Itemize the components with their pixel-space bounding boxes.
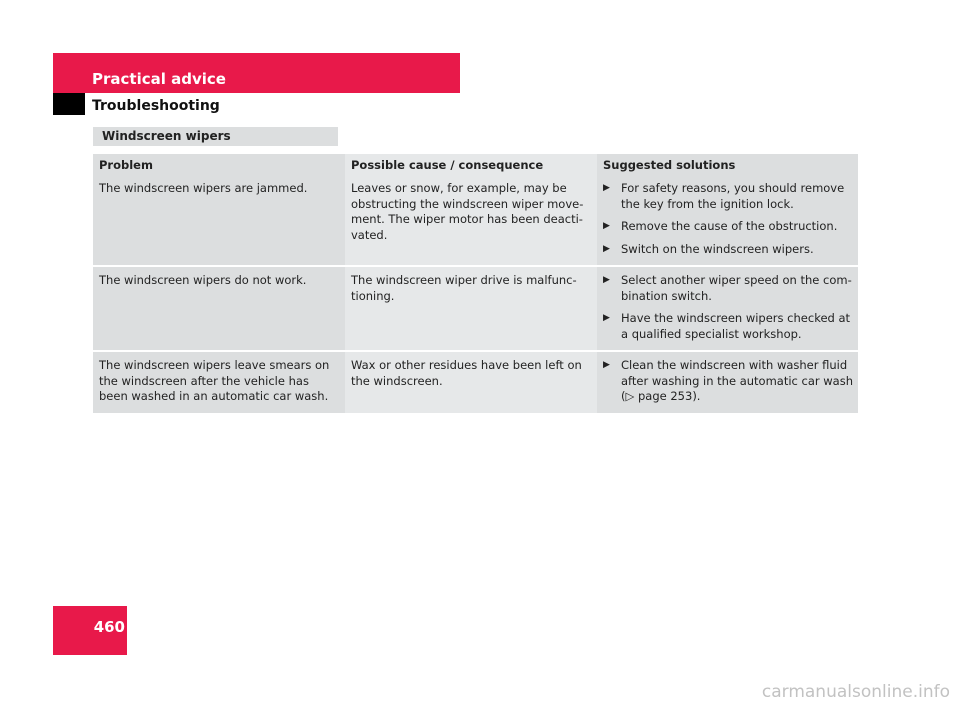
- solution-item: [603, 219, 853, 235]
- table-row: [93, 350, 858, 413]
- solution-list: [603, 181, 853, 257]
- column-header-solutions: Suggested solutions: [597, 154, 858, 175]
- subsection-title: Troubleshooting: [92, 98, 220, 114]
- solution-text: For safety reasons, you should remove the key from the ignition lock.: [621, 181, 845, 211]
- solution-text: Remove the cause of the obstruction.: [621, 219, 838, 233]
- cause-cell: Wax or other residues have been left on the windscreen.: [345, 350, 597, 413]
- solutions-cell: [597, 265, 858, 350]
- solution-item: [603, 181, 853, 212]
- triangle-arrow-right-icon: ▶: [603, 183, 610, 193]
- section-marker: [53, 93, 85, 115]
- column-header-problem: Problem: [93, 154, 345, 175]
- solution-list: [603, 358, 853, 405]
- triangle-arrow-right-icon: ▶: [603, 221, 610, 231]
- solution-text: Select another wiper speed on the com-bination switch.: [621, 273, 852, 303]
- section-title: Practical advice: [92, 70, 226, 88]
- solution-item: [603, 273, 853, 304]
- triangle-arrow-right-icon: ▶: [603, 360, 610, 370]
- solutions-cell: [597, 350, 858, 413]
- table-row: [93, 265, 858, 350]
- problem-cell: The windscreen wipers leave smears on the windscreen after the vehicle has been washed in an automatic car wash.: [93, 350, 345, 413]
- cause-cell: Leaves or snow, for example, may be obstructing the windscreen wiper move-ment. The wiper motor has been deacti-vated.: [345, 175, 597, 265]
- solution-text: Have the windscreen wipers checked at a qualified specialist workshop.: [621, 311, 851, 341]
- solution-item: [603, 358, 853, 405]
- watermark: carmanualsonline.info: [761, 682, 950, 702]
- solution-list: [603, 273, 853, 342]
- solutions-cell: [597, 175, 858, 265]
- solution-text: Clean the windscreen with washer fluid after washing in the automatic car wash (▷ page 253).: [621, 358, 853, 403]
- triangle-arrow-right-icon: ▶: [603, 243, 610, 254]
- solution-item: [603, 242, 853, 258]
- table-caption: Windscreen wipers: [93, 127, 338, 146]
- triangle-arrow-right-icon: ▶: [603, 313, 610, 323]
- solution-item: [603, 311, 853, 342]
- column-header-cause: Possible cause / consequence: [345, 154, 597, 175]
- triangle-arrow-right-icon: ▶: [603, 275, 610, 285]
- table-row: [93, 175, 858, 265]
- problem-cell: The windscreen wipers do not work.: [93, 265, 345, 350]
- solution-text: Switch on the windscreen wipers.: [621, 241, 814, 256]
- table-header-row: [93, 154, 858, 175]
- cause-cell: The windscreen wiper drive is malfunc-tioning.: [345, 265, 597, 350]
- troubleshooting-table: [93, 154, 858, 413]
- page-number: 460: [93, 618, 125, 636]
- problem-cell: The windscreen wipers are jammed.: [93, 175, 345, 265]
